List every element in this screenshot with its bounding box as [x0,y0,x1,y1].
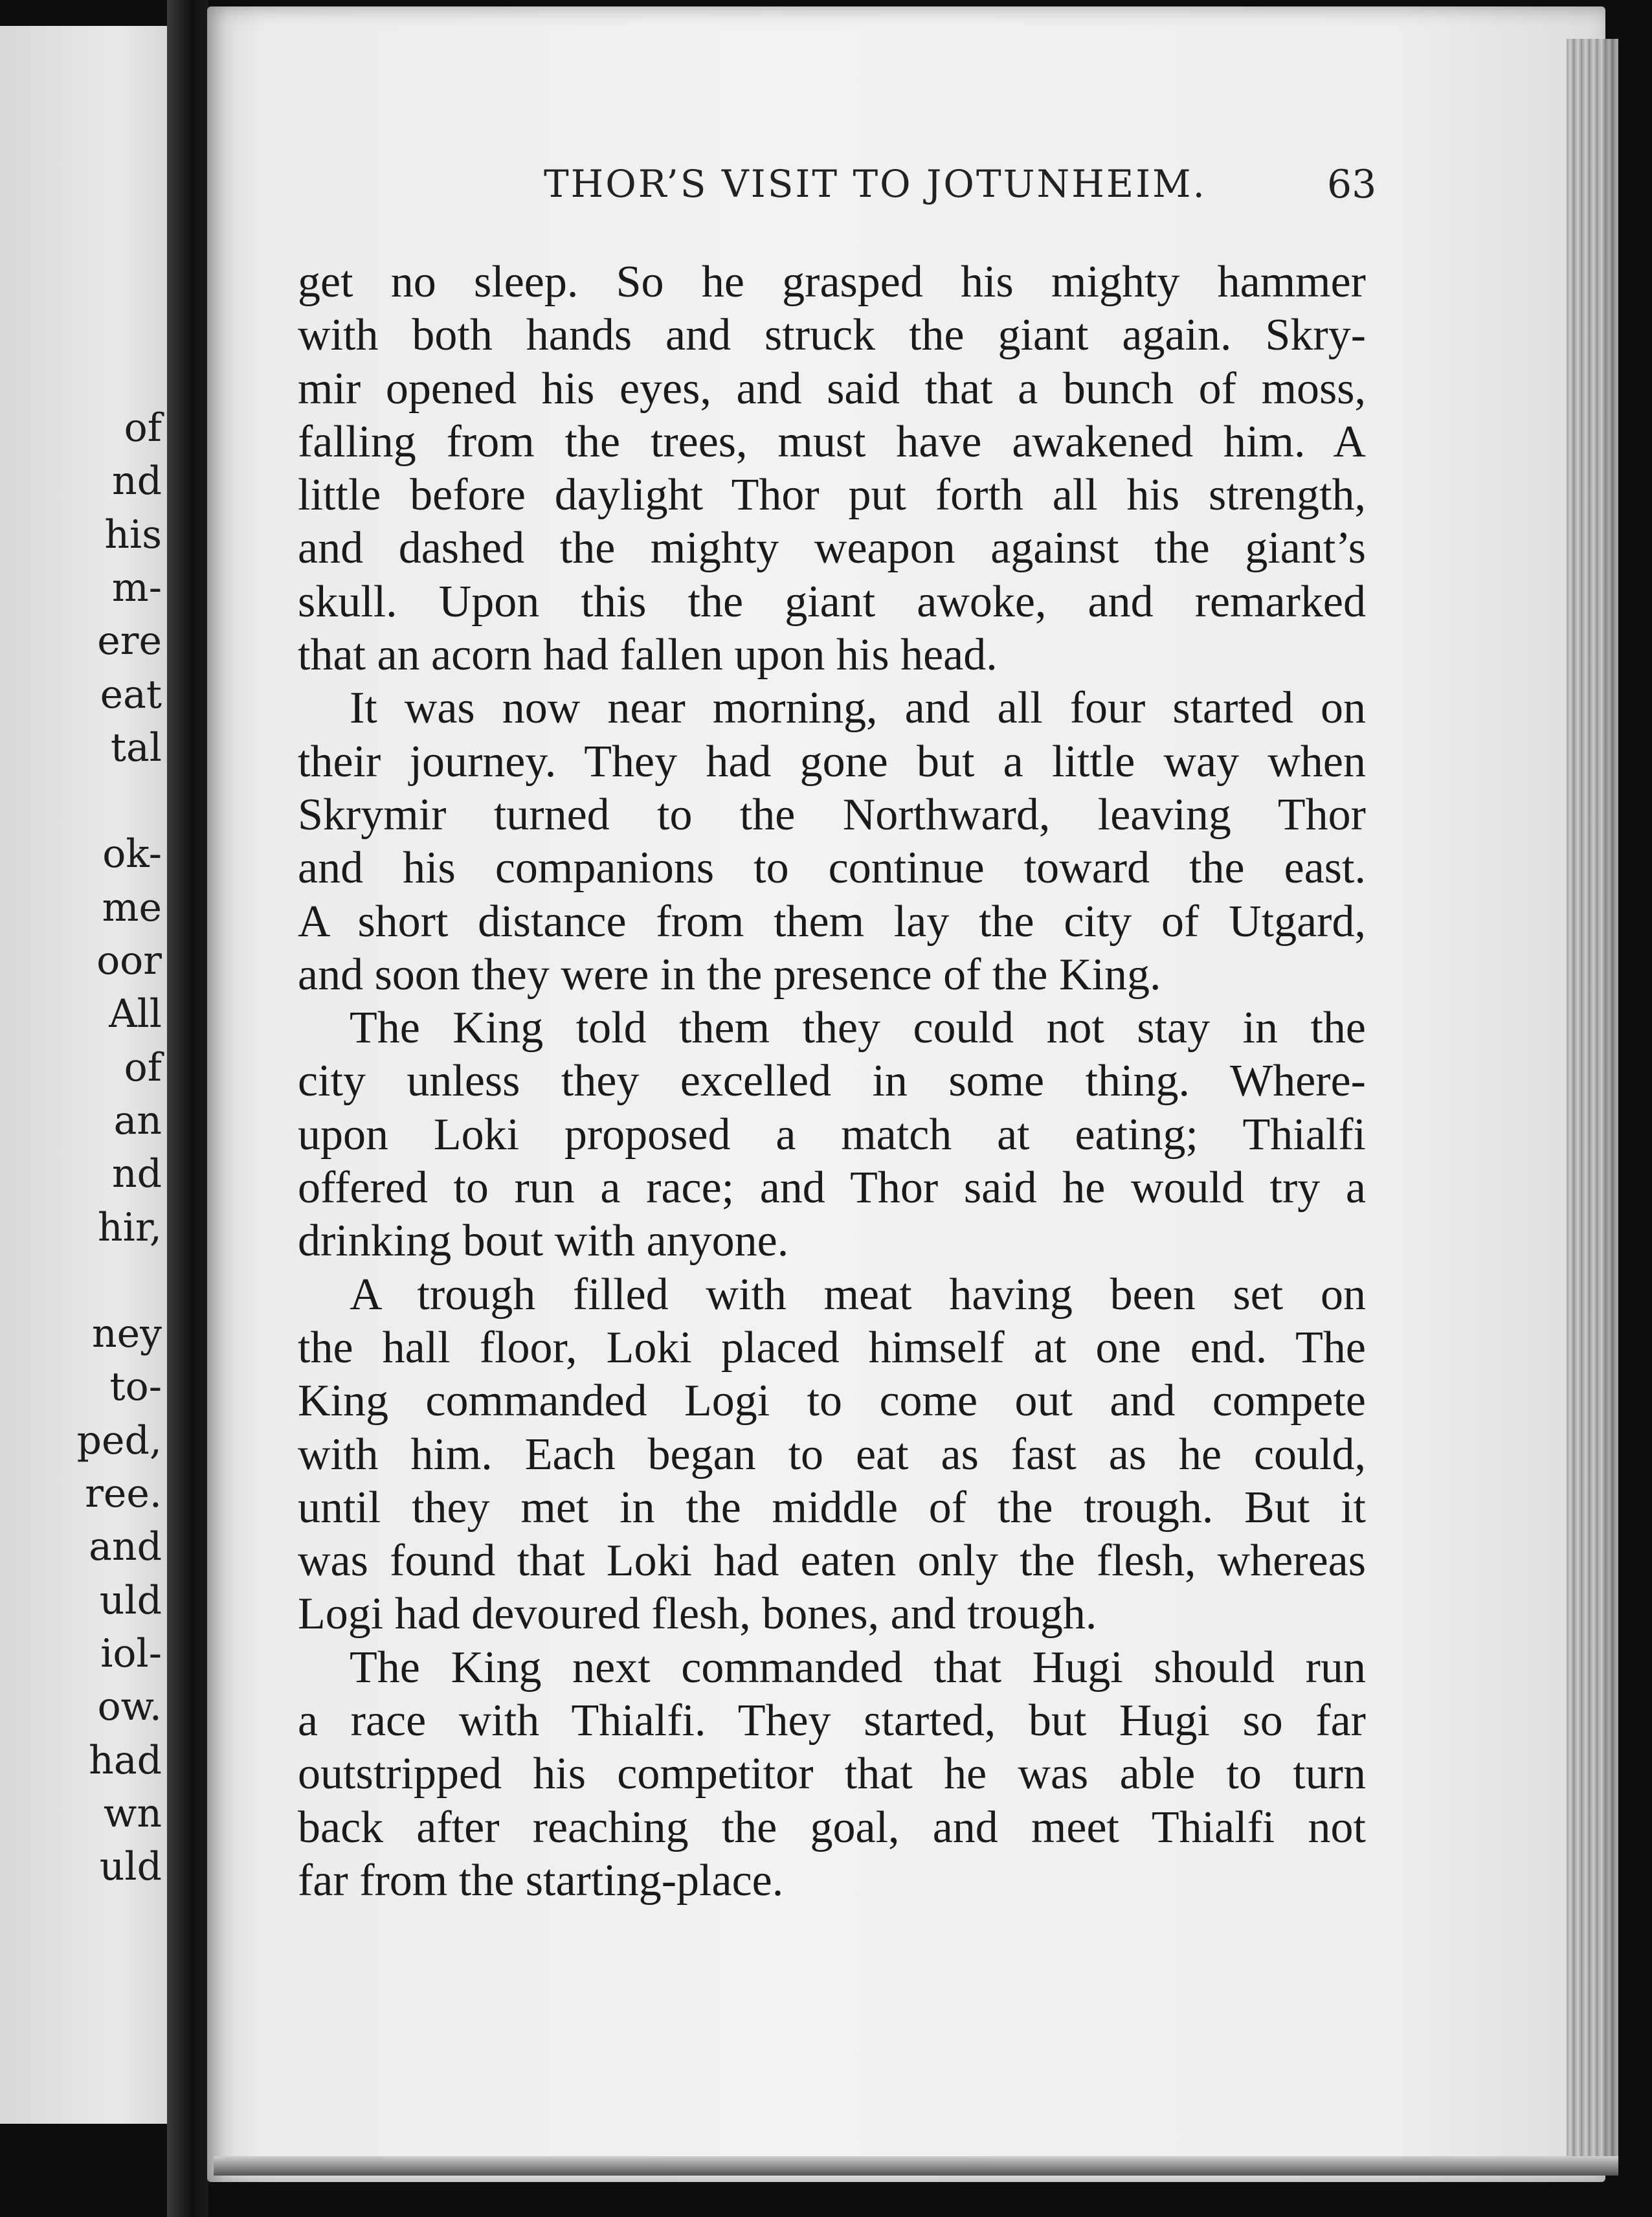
left-page-line-fragment: ow. [97,1684,162,1730]
left-page-line-fragment: an [113,1097,162,1143]
left-page-line-fragment: and [89,1524,162,1570]
text-line: and soon they were in the presence of the King. [298,949,1161,1000]
left-page-line-fragment: eat [100,671,162,717]
text-line: Logi had devoured flesh, bones, and trough. [298,1589,1097,1639]
left-page-line-fragment: uld [99,1844,162,1890]
text-line: The King next commanded that Hugi should run [350,1642,1366,1693]
text-line: with both hands and struck the giant again. Skry- [298,310,1366,361]
text-line: city unless they excelled in some thing. Where- [298,1056,1366,1107]
text-line: King commanded Logi to come out and compete [298,1376,1366,1426]
text-line: offered to run a race; and Thor said he would try a [298,1163,1366,1213]
text-line: mir opened his eyes, and said that a bunch of moss, [298,363,1366,414]
text-line: falling from the trees, must have awakened him. A [298,416,1366,467]
left-page-line-fragment: iol- [100,1630,162,1676]
body-text [298,256,1366,1908]
left-page-line-fragment: ped, [76,1417,162,1463]
text-line: back after reaching the goal, and meet Thialfi not [298,1802,1366,1852]
text-line: A trough filled with meat having been set on [350,1269,1366,1320]
text-line: get no sleep. So he grasped his mighty hammer [298,257,1366,307]
text-line: that an acorn had fallen upon his head. [298,630,998,681]
left-page-line-fragment: All [109,991,162,1037]
text-line: and his companions to continue toward the east. [298,843,1366,894]
left-page-line-fragment: me [102,884,162,930]
left-page-line-fragment: ok- [102,831,162,877]
text-line: The King told them they could not stay in the [350,1003,1366,1053]
left-page-line-fragment: nd [111,458,162,504]
left-page-line-fragment: had [89,1737,162,1783]
left-page-line-fragment: of [124,405,162,451]
running-head: THOR’S VISIT TO JOTUNHEIM. [544,162,1207,206]
left-page-line-fragment: ney [91,1311,162,1357]
text-line: It was now near morning, and all four started on [350,683,1366,734]
text-line: upon Loki proposed a match at eating; Thialfi [298,1109,1366,1160]
text-line: Skrymir turned to the Northward, leaving Thor [298,789,1366,840]
left-page-line-fragment: of [124,1044,162,1090]
text-line: little before daylight Thor put forth all his strength, [298,470,1366,521]
text-line: drinking bout with anyone. [298,1216,789,1266]
left-page-line-fragment: ere [97,618,162,664]
text-line: skull. Upon this the giant awoke, and remarked [298,576,1366,627]
text-line: a race with Thialfi. They started, but Hugi so far [298,1696,1366,1746]
text-line: with him. Each began to eat as fast as he could, [298,1429,1366,1480]
left-page-line-fragment: wn [104,1790,162,1836]
text-line: was found that Loki had eaten only the flesh, whereas [298,1536,1366,1586]
left-page-line-fragment: nd [111,1151,162,1197]
text-line: outstripped his competitor that he was able to turn [298,1749,1366,1799]
left-page-line-fragment: hir, [98,1204,162,1250]
left-page-line-fragment: tal [110,725,162,771]
book-gutter [167,0,208,2217]
left-page-line-fragment: m- [111,565,162,611]
left-page-line-fragment: oor [96,938,162,984]
text-line: far from the starting-place. [298,1855,784,1906]
left-page-line-fragment: ree. [85,1471,162,1516]
page-edges [1567,39,1618,2169]
text-line: until they met in the middle of the trough. But it [298,1482,1366,1533]
page-bottom-edge [214,2156,1618,2176]
left-page-line-fragment: his [104,512,162,557]
page-number: 63 [1327,162,1377,207]
left-page-line-fragment: uld [99,1577,162,1623]
text-line: and dashed the mighty weapon against the giant’s [298,523,1366,574]
text-line: A short distance from them lay the city of Utgard, [298,896,1366,947]
text-line: their journey. They had gone but a little way when [298,736,1366,787]
left-page-line-fragment: to- [109,1364,162,1410]
text-line: the hall floor, Loki placed himself at one end. The [298,1322,1366,1373]
